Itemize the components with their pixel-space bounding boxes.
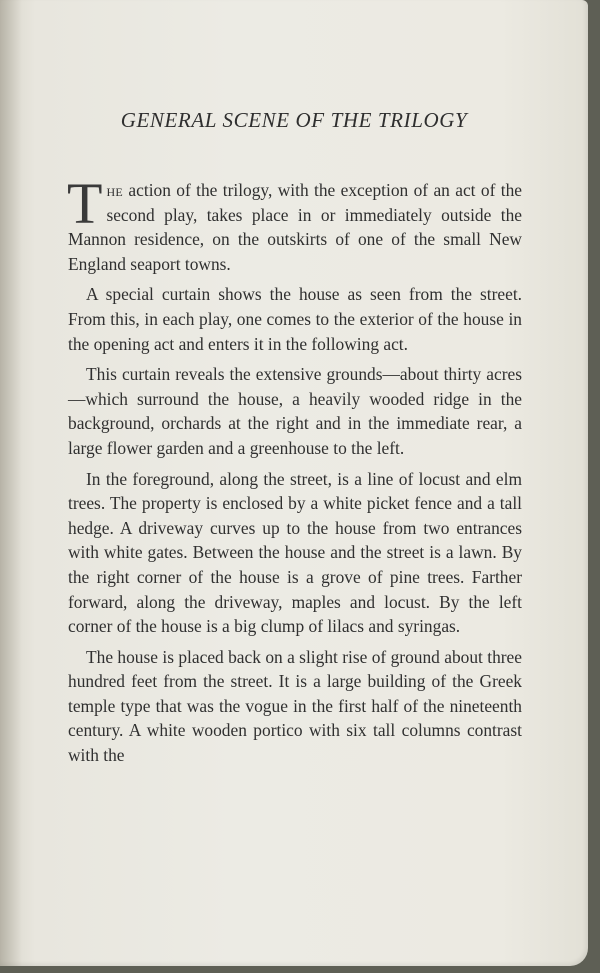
gutter-shadow xyxy=(0,0,22,966)
paragraph-5: The house is placed back on a slight rise of ground about three hundred feet from the street. It is a large building of the Greek temple type that was the vogue in the first half of the nineteenth century. A white wooden portico with six tall columns contrast with the xyxy=(68,646,522,766)
drop-cap: T xyxy=(67,171,103,236)
page-heading: GENERAL SCENE OF THE TRILOGY xyxy=(120,108,468,132)
paragraph-1 xyxy=(67,171,522,276)
opening-small-caps: he xyxy=(106,180,124,200)
paragraph-1-text: action of the trilogy, with the exception of an act of the second play, takes place in or immediately outside the Mannon residence, on the outskirts of one of the small New England seaport towns. xyxy=(68,180,522,274)
body-text xyxy=(67,171,522,774)
paragraph-3: This curtain reveals the extensive grounds—about thirty acres—which surround the house, a heavily wooded ridge in the background, orchards at the right and in the immediate rear, a large flower garden and a greenhouse to the left. xyxy=(68,364,522,458)
paragraph-4: In the foreground, along the street, is a line of locust and elm trees. The property is enclosed by a white picket fence and a tall hedge. A driveway curves up to the house from two entrances with white gates. Between the house and the street is a lawn. By the right corner of the house is a grove of pine trees. Farther forward, along the driveway, maples and locust. By the left corner of the house is a big clump of lilacs and syringas. xyxy=(68,468,522,637)
paragraph-2: A special curtain shows the house as seen from the street. From this, in each play, one comes to the exterior of the house in the opening act and enters it in the following act. xyxy=(68,284,522,354)
